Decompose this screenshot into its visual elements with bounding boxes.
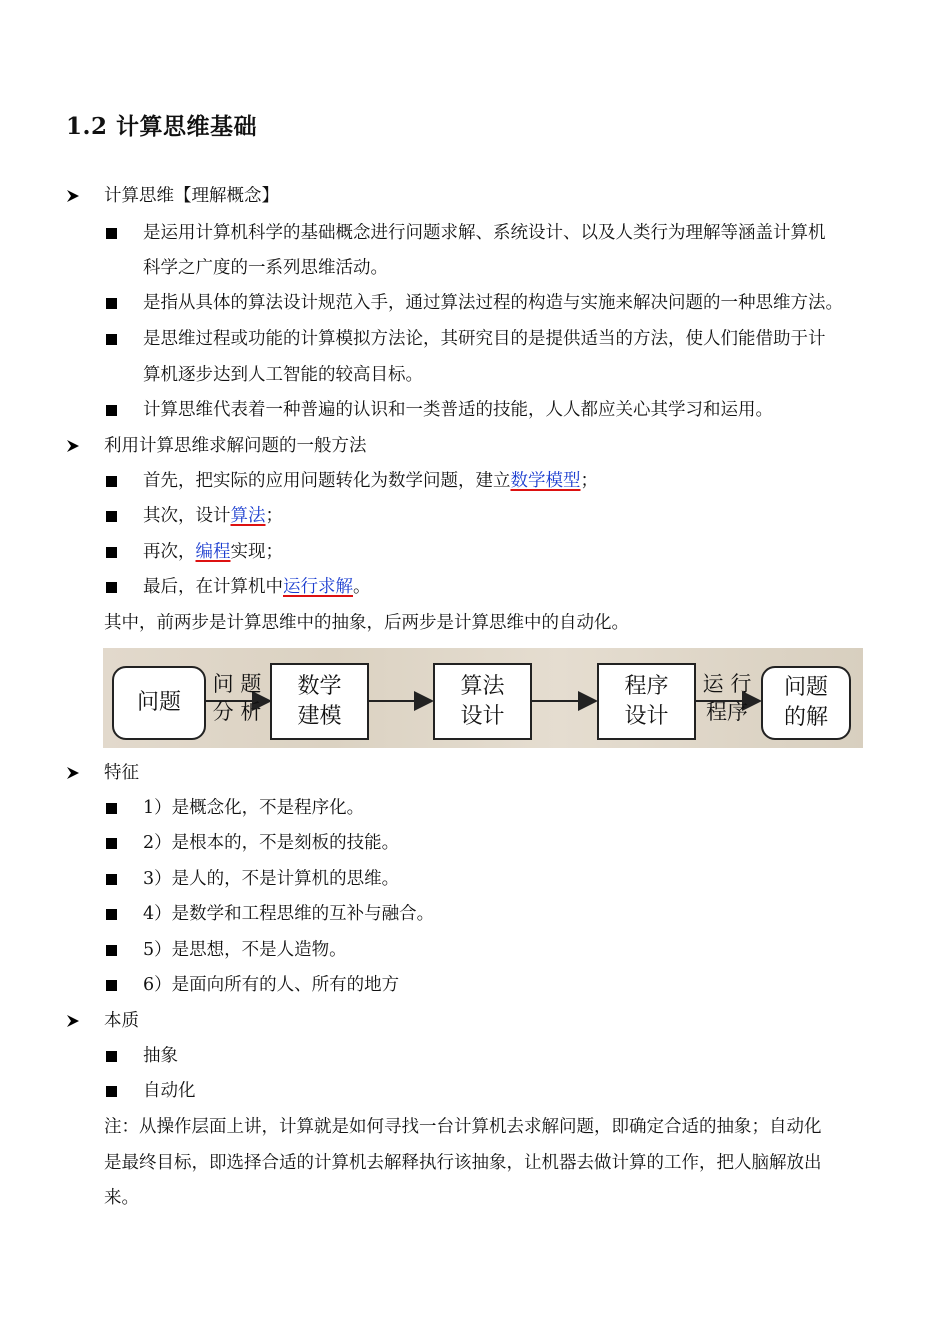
feature-item: 2）是根本的，不是刻板的技能。 (143, 833, 400, 853)
method-step-1 (143, 469, 598, 493)
step-text: 实现； (230, 542, 283, 562)
flow-box-label: 程序 (624, 673, 669, 699)
step-text: 再次， (143, 542, 196, 562)
flow-box-problem (112, 666, 206, 740)
essence-item: 抽象 (143, 1046, 178, 1066)
math-model-link[interactable]: 数学模型 (510, 471, 581, 491)
method-step-4 (143, 575, 371, 599)
concept-item: 是指从具体的算法设计规范入手，通过算法过程的构造与实施来解决问题的一种思维方法。 (143, 293, 843, 313)
flow-box-label: 问题 (136, 690, 181, 715)
flow-box-label: 的解 (783, 705, 828, 730)
step-text: 首先，把实际的应用问题转化为数学问题，建立 (143, 471, 511, 491)
flow-box-modeling (270, 663, 369, 740)
method-step-2 (143, 504, 283, 528)
arrow-bullet-icon (66, 766, 80, 780)
flow-box-label: 建模 (297, 703, 342, 729)
feature-item: 3）是人的，不是计算机的思维。 (143, 869, 400, 889)
flow-label-line: 分 析 (212, 700, 262, 724)
square-bullet-icon (106, 909, 117, 920)
square-bullet-icon (106, 476, 117, 487)
square-bullet-icon (106, 874, 117, 885)
concept-item-cont: 科学之广度的一系列思维活动。 (143, 258, 388, 278)
square-bullet-icon (106, 803, 117, 814)
concept-title: 计算思维【理解概念】 (104, 186, 279, 206)
flow-box-label: 数学 (297, 673, 342, 699)
feature-item: 1）是概念化，不是程序化。 (143, 798, 365, 818)
algorithm-link[interactable]: 算法 (230, 506, 266, 526)
concept-item: 计算思维代表着一种普遍的认识和一类普适的技能，人人都应关心其学习和运用。 (143, 400, 773, 420)
feature-item: 5）是思想，不是人造物。 (143, 940, 347, 960)
step-text: ； (265, 506, 283, 526)
square-bullet-icon (106, 582, 117, 593)
concept-item-cont: 算机逐步达到人工智能的较高目标。 (143, 365, 423, 385)
run-solve-link[interactable]: 运行求解 (283, 577, 353, 597)
flow-label-line: 程序 (706, 700, 748, 724)
flow-box-label: 设计 (460, 703, 505, 729)
flow-box-label: 设计 (624, 703, 669, 729)
method-step-3 (143, 540, 283, 564)
square-bullet-icon (106, 945, 117, 956)
problem-solving-flowchart (103, 648, 863, 748)
square-bullet-icon (106, 511, 117, 522)
square-bullet-icon (106, 298, 117, 309)
flow-label-line: 问 题 (212, 672, 262, 696)
method-title: 利用计算思维求解问题的一般方法 (104, 436, 367, 456)
arrow-bullet-icon (66, 1014, 80, 1028)
flow-box-programming (597, 663, 696, 740)
square-bullet-icon (106, 547, 117, 558)
flow-label-line: 运 行 (702, 672, 752, 696)
step-text: 。 (353, 577, 371, 597)
method-summary: 其中，前两步是计算思维中的抽象，后两步是计算思维中的自动化。 (104, 613, 629, 633)
step-text: 最后，在计算机中 (143, 577, 283, 597)
square-bullet-icon (106, 1086, 117, 1097)
square-bullet-icon (106, 980, 117, 991)
concept-item: 是运用计算机科学的基础概念进行问题求解、系统设计、以及人类行为理解等涵盖计算机 (143, 223, 826, 243)
square-bullet-icon (106, 1051, 117, 1062)
square-bullet-icon (106, 838, 117, 849)
arrow-bullet-icon (66, 439, 80, 453)
flow-label-analysis (207, 670, 267, 726)
flow-box-solution (761, 666, 851, 740)
square-bullet-icon (106, 334, 117, 345)
section-heading: 1.2 计算思维基础 (66, 113, 258, 140)
essence-note: 来。 (104, 1188, 139, 1208)
step-text: 其次，设计 (143, 506, 231, 526)
flow-box-algorithm (433, 663, 532, 740)
step-text: ； (580, 471, 598, 491)
flow-box-label: 算法 (460, 673, 505, 699)
features-title: 特征 (104, 763, 139, 783)
essence-note: 是最终目标，即选择合适的计算机去解释执行该抽象，让机器去做计算的工作，把人脑解放出 (104, 1153, 822, 1173)
flow-box-label: 问题 (783, 675, 828, 700)
feature-item: 4）是数学和工程思维的互补与融合。 (143, 904, 435, 924)
square-bullet-icon (106, 405, 117, 416)
essence-title: 本质 (104, 1011, 139, 1031)
concept-item: 是思维过程或功能的计算模拟方法论，其研究目的是提供适当的方法，使人们能借助于计 (143, 329, 826, 349)
essence-note: 注：从操作层面上讲，计算就是如何寻找一台计算机去求解问题，即确定合适的抽象；自动化 (104, 1117, 822, 1137)
feature-item: 6）是面向所有的人、所有的地方 (143, 975, 400, 995)
essence-item: 自动化 (143, 1081, 196, 1101)
square-bullet-icon (106, 228, 117, 239)
arrow-bullet-icon (66, 189, 80, 203)
flow-label-run (697, 670, 757, 726)
programming-link[interactable]: 编程 (195, 542, 231, 562)
